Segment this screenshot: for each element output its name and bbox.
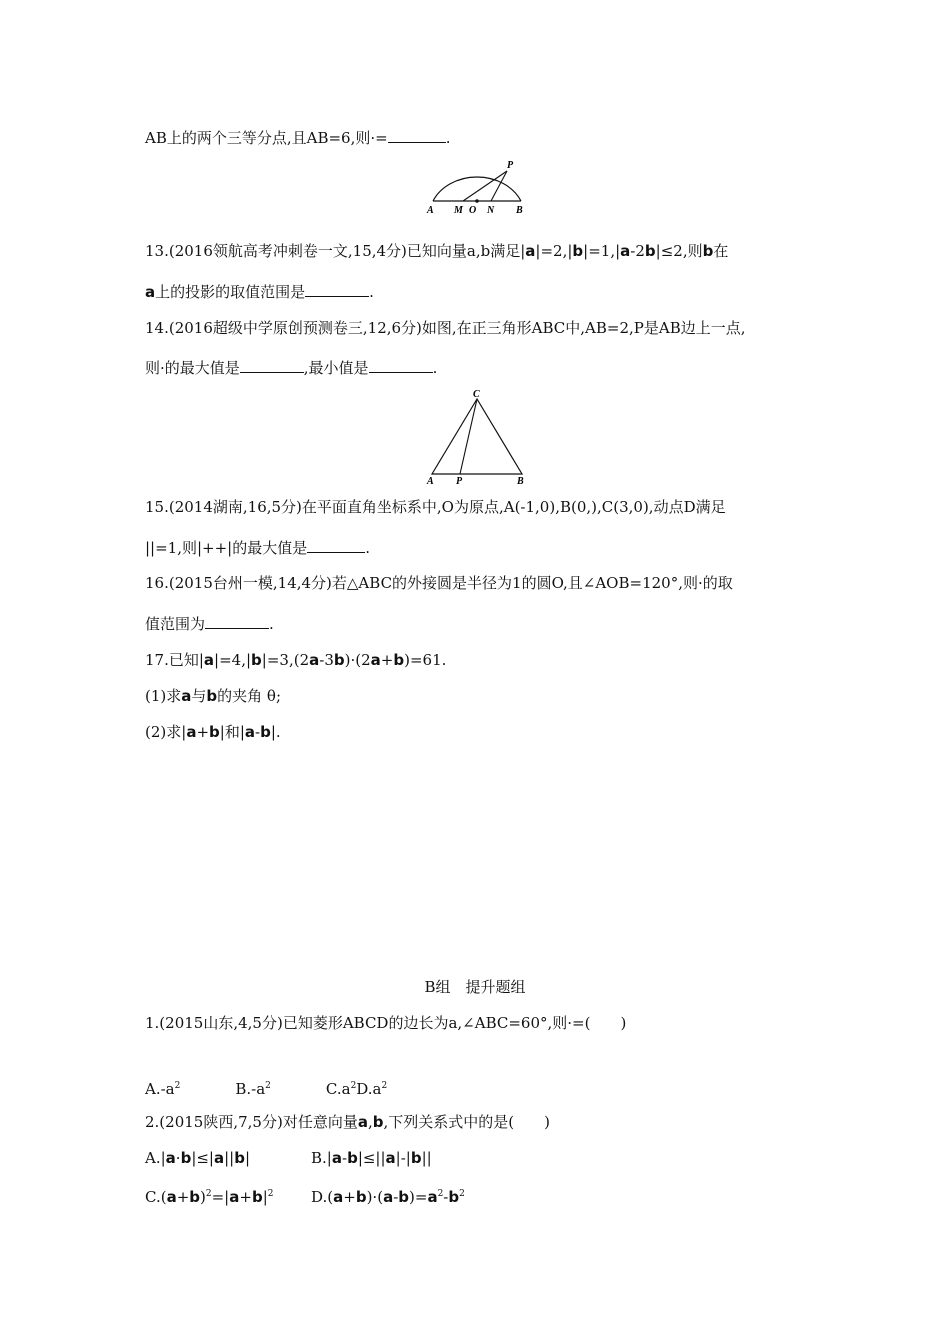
label-c: C — [473, 389, 480, 400]
option-a[interactable]: $A.-a^2$ — [145, 1080, 181, 1098]
semicircle-figure — [420, 155, 530, 220]
label-o: O — [469, 205, 477, 216]
problem-15-line-2: ||=1,则|++|的最大值是 . — [145, 539, 371, 557]
option-c[interactable]: $C.(a+b)^2=|a+b|^2$ — [145, 1188, 274, 1206]
option-b[interactable]: B.|a-b|≤||a|-|b|| — [311, 1149, 432, 1167]
problem-12-stem: AB上的两个三等分点,且AB=6,则·= — [145, 129, 388, 147]
option-a[interactable]: A.|a·b|≤|a||b| — [145, 1149, 251, 1167]
answer-blank[interactable] — [305, 282, 369, 297]
option-d[interactable]: $D.a^2$ — [356, 1080, 388, 1098]
problem-16-line-1: 16.(2015台州一模,14,4分)若△ABC的外接圆是半径为1的圆O,且∠AOB=120°,则·的取 — [145, 574, 733, 592]
label-a: A — [427, 476, 434, 485]
problem-13-line-2: a上的投影的取值范围是 . — [145, 283, 374, 301]
segment-np — [491, 171, 507, 201]
section-b-title: B组 提升题组 — [424, 978, 526, 996]
problem-12-text — [145, 128, 450, 148]
label-b: B — [517, 476, 524, 485]
label-p: P — [456, 476, 463, 485]
problem-16-line-2: 值范围为 . — [145, 615, 274, 633]
problem-17-part-1: (1)求a与b的夹角 θ; — [145, 687, 281, 705]
label-m: M — [454, 205, 463, 216]
problem-14-line-1: 14.(2016超级中学原创预测卷三,12,6分)如图,在正三角形ABC中,AB=2,P是AB边上一点, — [145, 319, 746, 337]
b-problem-2-options-ab — [145, 1148, 432, 1168]
b-problem-2-options-cd — [145, 1184, 465, 1207]
problem-15-line-1: 15.(2014湖南,16,5分)在平面直角坐标系中,O为原点,A(-1,0),B(0,),C(3,0),动点D满足 — [145, 498, 726, 516]
segment-cp — [460, 399, 477, 474]
semicircle-arc — [433, 177, 521, 201]
answer-blank-max[interactable] — [240, 358, 304, 373]
segment-mp — [463, 171, 507, 201]
label-p: P — [507, 160, 514, 171]
triangle-abc — [432, 399, 522, 474]
problem-14-line-2: 则·的最大值是 ,最小值是 . — [145, 359, 438, 377]
triangle-figure — [420, 385, 535, 485]
option-d[interactable]: $D.(a+b)\cdot(a-b)=a^2-b^2$ — [311, 1188, 465, 1206]
problem-17-part-2: (2)求|a+b|和|a-b|. — [145, 723, 281, 741]
answer-blank[interactable] — [388, 128, 446, 143]
b-problem-1-stem: 1.(2015山东,4,5分)已知菱形ABCD的边长为a,∠ABC=60°,则·=( ) — [145, 1014, 627, 1032]
problem-13-line-1: 13.(2016领航高考冲刺卷一文,15,4分)已知向量a,b满足|a|=2,|b|=1,|a-2b|≤2,则b在 — [145, 242, 729, 260]
option-c[interactable]: $C.a^2$ — [325, 1080, 357, 1098]
period: . — [445, 129, 451, 147]
b-problem-2-stem: 2.(2015陕西,7,5分)对任意向量a,b,下列关系式中的是( ) — [145, 1113, 550, 1131]
label-b: B — [516, 205, 523, 216]
answer-blank-min[interactable] — [369, 358, 433, 373]
label-a: A — [427, 205, 434, 216]
answer-blank[interactable] — [307, 538, 365, 553]
b-problem-1-options — [145, 1076, 387, 1099]
problem-17-stem: 17.已知|a|=4,|b|=3,(2a-3b)·(2a+b)=61. — [145, 651, 447, 669]
option-b[interactable]: $B.-a^2$ — [235, 1080, 271, 1098]
label-n: N — [487, 205, 495, 216]
point-o — [475, 199, 479, 203]
answer-blank[interactable] — [205, 614, 269, 629]
